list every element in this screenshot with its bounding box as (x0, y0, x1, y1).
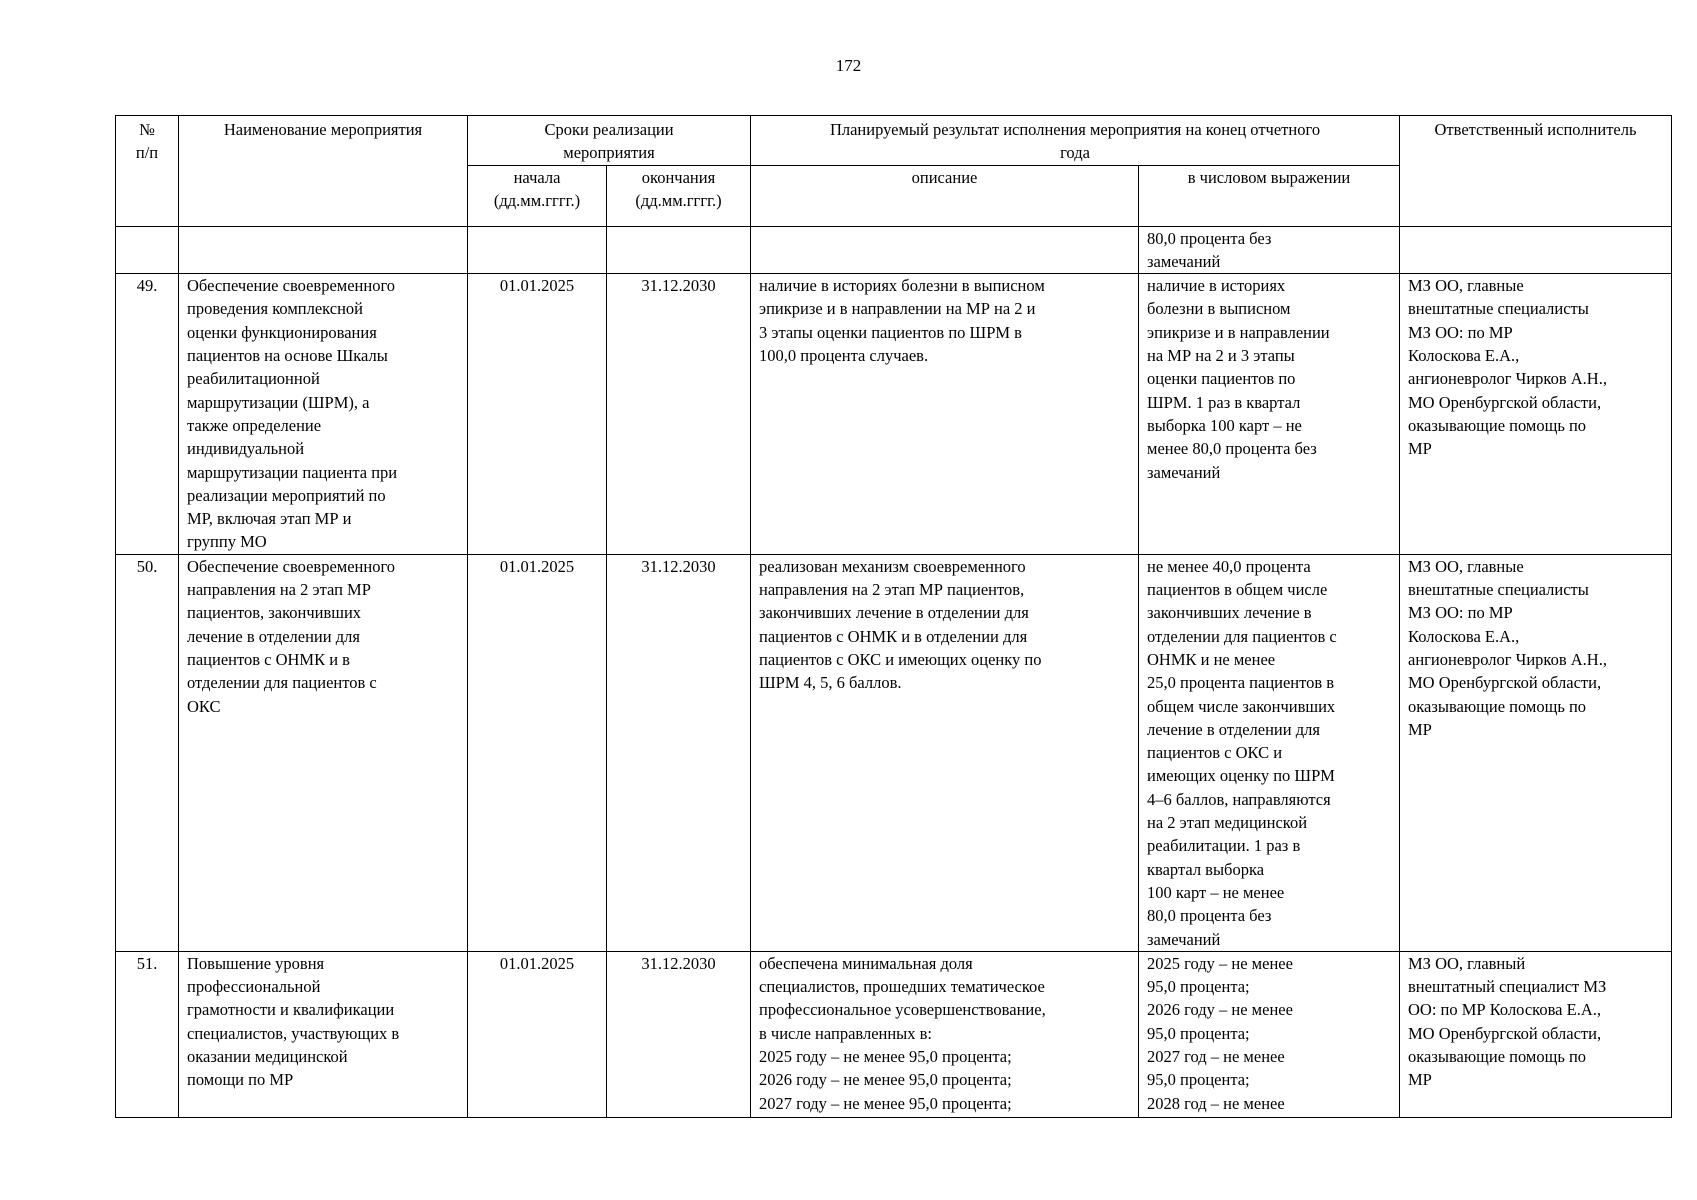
header-numeric: в числовом выражении (1139, 165, 1400, 226)
row-description: наличие в историях болезни в выписном эпикризе и в направлении на МР на 2 и 3 этапы оценки пациентов по ШРМ в 100,0 процента случаев. (751, 274, 1139, 555)
header-start: начала (дд.мм.гггг.) (468, 165, 607, 226)
row-start: 01.01.2025 (468, 554, 607, 951)
row-responsible: МЗ ОО, главные внештатные специалисты МЗ ОО: по МР Колоскова Е.А., ангионевролог Чирков А.Н., МО Оренбургской области, оказывающие помощь по МР (1400, 554, 1672, 951)
header-terms: Сроки реализации мероприятия (468, 116, 751, 166)
table-row (116, 274, 1672, 555)
header-responsible: Ответственный исполнитель (1400, 116, 1672, 227)
row-description: реализован механизм своевременного направления на 2 этап МР пациентов, закончивших лечение в отделении для пациентов с ОНМК и в отделении для пациентов с ОКС и имеющих оценку по ШРМ 4, 5, 6 баллов. (751, 554, 1139, 951)
row-numeric: не менее 40,0 процента пациентов в общем числе закончивших лечение в отделении для пациентов с ОНМК и не менее 25,0 процента пациентов в общем числе закончивших лечение в отделении для пациентов с ОКС и имеющих оценку по ШРМ 4–6 баллов, направляются на 2 этап медицинской реабилитации. 1 раз в квартал выборка 100 карт – не менее 80,0 процента без замечаний (1139, 554, 1400, 951)
continuation-numeric: 80,0 процента без замечаний (1139, 226, 1400, 274)
row-num: 51. (116, 951, 179, 1117)
row-num: 50. (116, 554, 179, 951)
row-numeric: 2025 году – не менее 95,0 процента; 2026 году – не менее 95,0 процента; 2027 год – не менее 95,0 процента; 2028 год – не менее (1139, 951, 1400, 1117)
row-description: обеспечена минимальная доля специалистов, прошедших тематическое профессиональное усовершенствование, в числе направленных в: 2025 году – не менее 95,0 процента; 2026 году – не менее 95,0 процента; 2027 году – не менее 95,0 процента; (751, 951, 1139, 1117)
row-name: Обеспечение своевременного проведения комплексной оценки функционирования пациентов на основе Шкалы реабилитационной маршрутизации (ШРМ), а также определение индивидуальной маршрутизации пациента при реализации мероприятий по МР, включая этап МР и группу МО (179, 274, 468, 555)
header-name: Наименование мероприятия (179, 116, 468, 227)
row-responsible: МЗ ОО, главные внештатные специалисты МЗ ОО: по МР Колоскова Е.А., ангионевролог Чирков А.Н., МО Оренбургской области, оказывающие помощь по МР (1400, 274, 1672, 555)
row-num: 49. (116, 274, 179, 555)
row-start: 01.01.2025 (468, 951, 607, 1117)
row-end: 31.12.2030 (607, 274, 751, 555)
continuation-row (116, 226, 1672, 274)
row-responsible: МЗ ОО, главный внештатный специалист МЗ ОО: по МР Колоскова Е.А., МО Оренбургской области, оказывающие помощь по МР (1400, 951, 1672, 1117)
row-name: Обеспечение своевременного направления на 2 этап МР пациентов, закончивших лечение в отделении для пациентов с ОНМК и в отделении для пациентов с ОКС (179, 554, 468, 951)
row-name: Повышение уровня профессиональной грамотности и квалификации специалистов, участвующих в оказании медицинской помощи по МР (179, 951, 468, 1117)
header-row-top (116, 116, 1672, 166)
row-end: 31.12.2030 (607, 951, 751, 1117)
header-end: окончания (дд.мм.гггг.) (607, 165, 751, 226)
header-description: описание (751, 165, 1139, 226)
activities-table (115, 115, 1672, 1118)
row-end: 31.12.2030 (607, 554, 751, 951)
header-num: № п/п (116, 116, 179, 227)
row-start: 01.01.2025 (468, 274, 607, 555)
table-row (116, 951, 1672, 1117)
header-result: Планируемый результат исполнения мероприятия на конец отчетного года (751, 116, 1400, 166)
row-numeric: наличие в историях болезни в выписном эпикризе и в направлении на МР на 2 и 3 этапы оценки пациентов по ШРМ. 1 раз в квартал выборка 100 карт – не менее 80,0 процента без замечаний (1139, 274, 1400, 555)
table-row (116, 554, 1672, 951)
page-number: 172 (835, 56, 862, 75)
